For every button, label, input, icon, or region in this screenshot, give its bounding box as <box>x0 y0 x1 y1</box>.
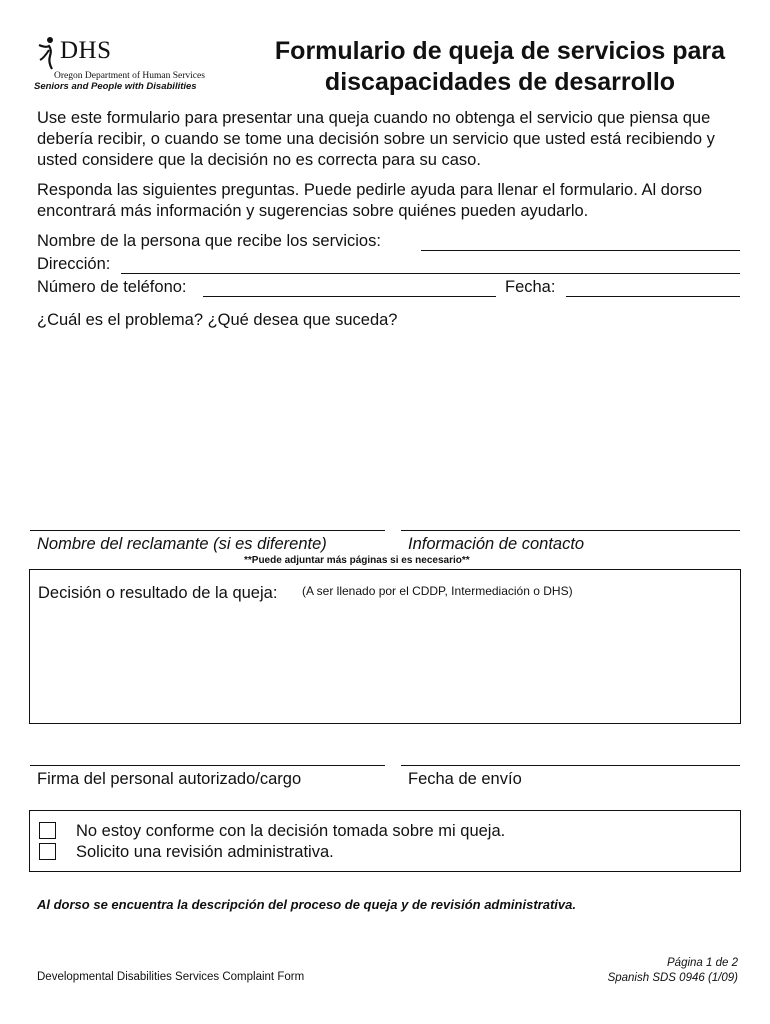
title-line-2: discapacidades de desarrollo <box>324 68 676 96</box>
form-title <box>258 36 742 98</box>
disagree-checkbox[interactable] <box>39 822 56 839</box>
attach-pages-note: **Puede adjuntar más páginas si es necesario** <box>244 555 470 566</box>
review-request-checkbox[interactable] <box>39 843 56 860</box>
address-label: Dirección: <box>37 255 111 273</box>
title-line-1: Formulario de queja de servicios para <box>274 37 726 65</box>
form-code: Spanish SDS 0946 (1/09) <box>607 972 738 984</box>
claimant-name-label: Nombre del reclamante (si es diferente) <box>37 535 327 553</box>
appeal-box <box>29 810 741 872</box>
decision-note: (A ser llenado por el CDDP, Intermediación o DHS) <box>302 584 573 598</box>
page-info <box>608 956 738 986</box>
disagree-label: No estoy conforme con la decisión tomada sobre mi queja. <box>76 822 506 840</box>
decision-box[interactable] <box>29 569 741 724</box>
problem-label: ¿Cuál es el problema? ¿Qué desea que suceda? <box>37 311 398 329</box>
review-request-label: Solicito una revisión administrativa. <box>76 843 334 861</box>
name-field[interactable] <box>421 250 740 251</box>
signer-label: Firma del personal autorizado/cargo <box>37 770 302 788</box>
name-label: Nombre de la persona que recibe los servicios: <box>37 232 381 250</box>
sent-date-line[interactable] <box>401 765 740 766</box>
date-field[interactable] <box>566 296 740 297</box>
address-field[interactable] <box>121 273 740 274</box>
department-name: Oregon Department of Human Services <box>54 71 205 81</box>
reverse-side-note: Al dorso se encuentra la descripción del proceso de queja y de revisión administrativa. <box>37 897 576 912</box>
dhs-logo <box>34 34 234 98</box>
contact-info-line[interactable] <box>401 530 740 531</box>
form-name: Developmental Disabilities Services Complaint Form <box>37 971 305 983</box>
sent-date-label: Fecha de envío <box>408 770 522 788</box>
person-figure-icon <box>36 36 62 70</box>
problem-text-area[interactable] <box>37 338 740 518</box>
intro-paragraph-2: Responda las siguientes preguntas. Puede pedirle ayuda para llenar el formulario. Al dorso encontrará más información y sugerencias sobre quiénes pueden ayudarlo. <box>37 181 702 220</box>
division-name: Seniors and People with Disabilities <box>34 81 197 92</box>
phone-field[interactable] <box>203 296 496 297</box>
date-label: Fecha: <box>505 278 556 296</box>
intro-paragraph-1: Use este formulario para presentar una queja cuando no obtenga el servicio que piensa que debería recibir, o cuando se tome una decisión sobre un servicio que usted está recibiendo y usted considere que la decisión no es correcta para su caso. <box>37 109 715 169</box>
page-number: Página 1 de 2 <box>667 957 738 969</box>
claimant-name-line[interactable] <box>30 530 385 531</box>
decision-label: Decisión o resultado de la queja: <box>38 584 278 602</box>
phone-label: Número de teléfono: <box>37 278 187 296</box>
signer-line[interactable] <box>30 765 385 766</box>
logo-text: DHS <box>60 37 112 64</box>
contact-info-label: Información de contacto <box>408 535 585 553</box>
